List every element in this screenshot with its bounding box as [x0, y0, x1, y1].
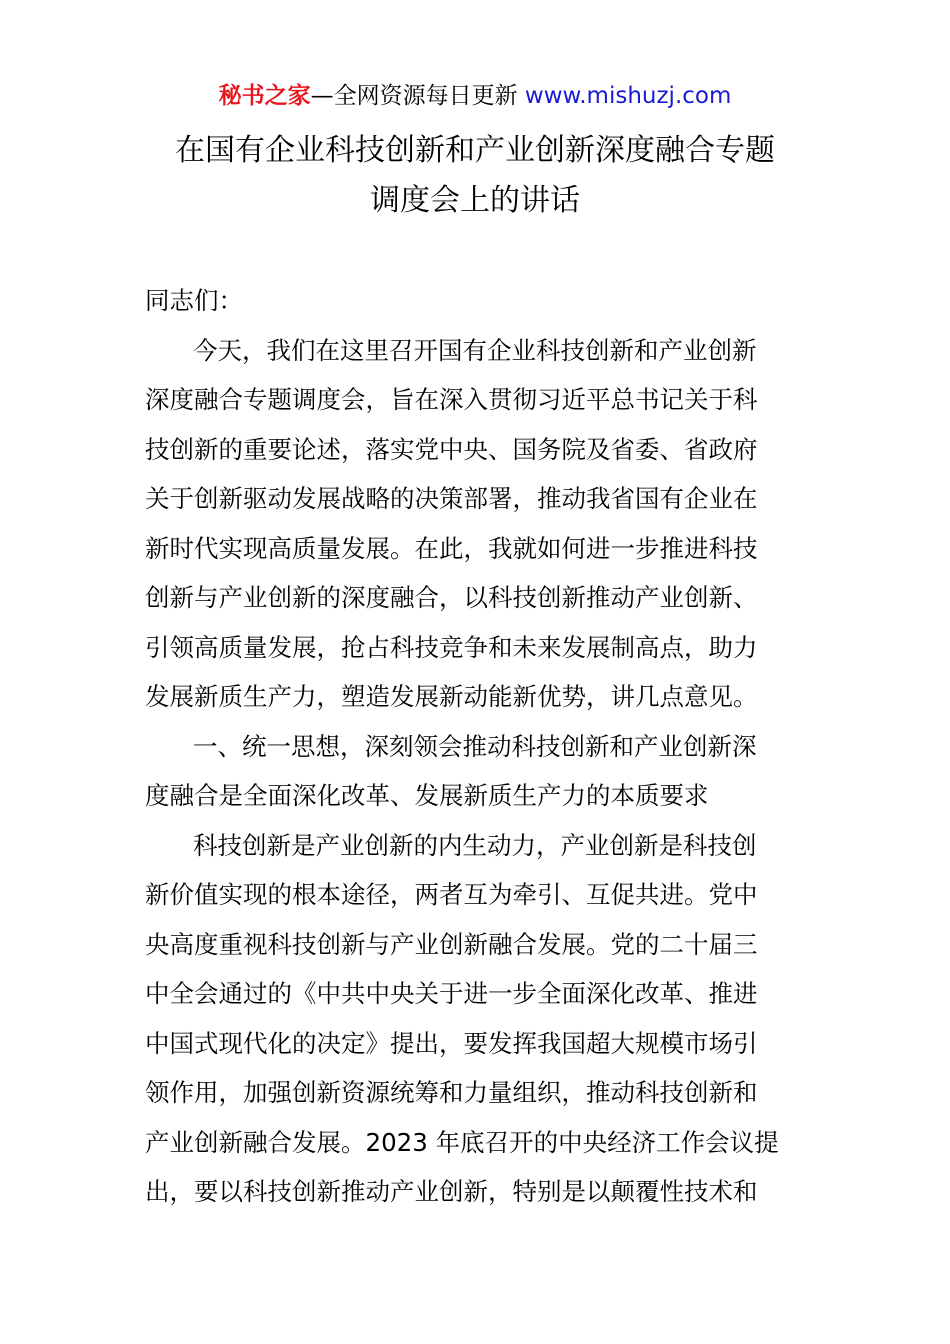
header-tagline: —全网资源每日更新 — [310, 83, 518, 109]
paragraph-line: 出，要以科技创新推动产业创新，特别是以颠覆性技术和 — [145, 1177, 758, 1206]
section-heading-line: 一、统一思想，深刻领会推动科技创新和产业创新深 — [193, 731, 757, 761]
paragraph-line: 科技创新是产业创新的内生动力，产业创新是科技创 — [193, 830, 757, 860]
site-header — [0, 78, 950, 114]
paragraph-line: 创新与产业创新的深度融合，以科技创新推动产业创新、 — [145, 583, 758, 612]
paragraph-line: 引领高质量发展，抢占科技竞争和未来发展制高点，助力 — [145, 632, 758, 662]
document-body — [145, 276, 810, 1217]
paragraph-line: 深度融合专题调度会，旨在深入贯彻习近平总书记关于科 — [145, 385, 758, 414]
paragraph-line: 新价值实现的根本途径，两者互为牵引、互促共进。党中 — [145, 880, 758, 909]
paragraph-line: 产业创新融合发展。2023 年底召开的中央经济工作会议提 — [145, 1127, 779, 1157]
paragraph-line: 技创新的重要论述，落实党中央、国务院及省委、省政府 — [145, 434, 758, 464]
section-heading-line: 度融合是全面深化改革、发展新质生产力的本质要求 — [145, 781, 709, 810]
brand-name: 秘书之家 — [218, 83, 311, 109]
paragraph-line: 发展新质生产力，塑造发展新动能新优势，讲几点意见。 — [145, 682, 758, 711]
salutation: 同志们： — [145, 286, 243, 315]
paragraph-line: 央高度重视科技创新与产业创新融合发展。党的二十届三 — [145, 929, 758, 959]
paragraph-line: 新时代实现高质量发展。在此，我就如何进一步推进科技 — [145, 533, 758, 563]
paragraph-line: 中全会通过的《中共中央关于进一步全面深化改革、推进 — [145, 979, 758, 1008]
document-title — [100, 126, 850, 226]
site-url-link[interactable]: www.mishuzj.com — [524, 83, 732, 109]
title-line: 在国有企业科技创新和产业创新深度融合专题 — [175, 133, 775, 168]
paragraph-line: 今天，我们在这里召开国有企业科技创新和产业创新 — [193, 335, 757, 365]
paragraph-line: 中国式现代化的决定》提出，要发挥我国超大规模市场引 — [145, 1028, 758, 1058]
title-line: 调度会上的讲话 — [370, 183, 580, 218]
paragraph-line: 领作用，加强创新资源统筹和力量组织，推动科技创新和 — [145, 1078, 758, 1107]
paragraph-line: 关于创新驱动发展战略的决策部署，推动我省国有企业在 — [145, 484, 758, 513]
